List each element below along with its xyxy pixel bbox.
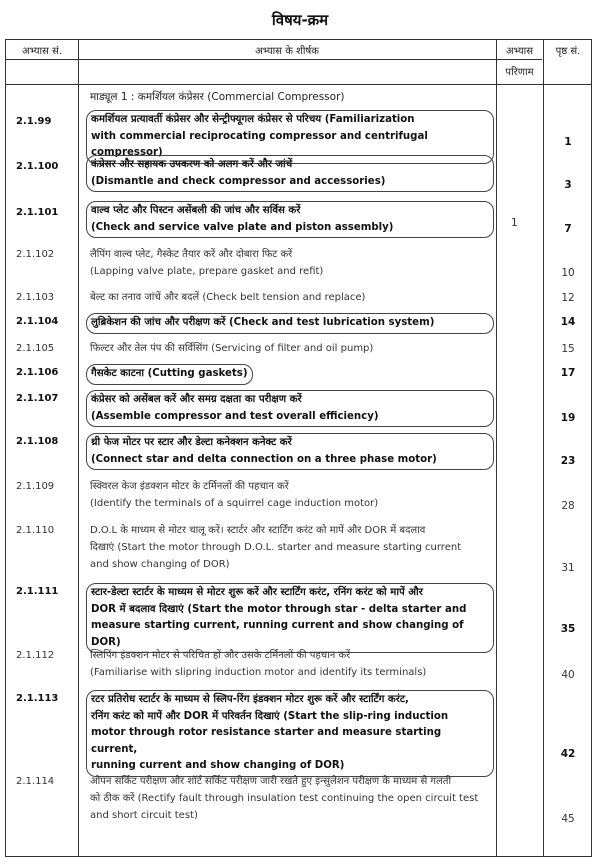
- page-number: 17: [560, 367, 576, 379]
- exercise-title: कमर्शियल प्रत्यावर्ती कंप्रेसर और सेन्ट्रीफ्यूगल कंप्रेसर से परिचय (Familiarization with commercial reciprocating compressor and centrifugal compressor): [86, 110, 494, 164]
- exercise-number: 2.1.103: [16, 292, 55, 303]
- page-number: 7: [564, 223, 572, 235]
- exercise-number: 2.1.109: [16, 481, 55, 492]
- page-number: 15: [561, 343, 575, 355]
- page-number: 1: [564, 136, 572, 148]
- page-number: 45: [561, 813, 575, 825]
- exercise-title: फिल्टर और तेल पंप की सर्विसिंग (Servicing of filter and oil pump): [90, 343, 374, 354]
- exercise-number: 2.1.107: [16, 393, 59, 404]
- exercise-title: वाल्व प्लेट और पिस्टन असेंबली की जांच और सर्विस करें (Check and service valve plate and piston assembly): [86, 201, 494, 238]
- page-number: 19: [560, 412, 576, 424]
- exercise-number: 2.1.100: [16, 161, 59, 172]
- exercise-title: थ्री फेज मोटर पर स्टार और डेल्टा कनेक्शन कनेक्ट करें (Connect star and delta connection on a three phase motor): [86, 433, 494, 470]
- exercise-number: 2.1.114: [16, 776, 55, 787]
- module-title: माड्यूल 1 : कमर्शियल कंप्रेसर (Commercial Compressor): [90, 91, 345, 103]
- exercise-title: गैसकेट काटना (Cutting gaskets): [86, 364, 253, 385]
- column-divider: [496, 40, 497, 856]
- page-number: 42: [560, 748, 576, 760]
- exercise-number: 2.1.106: [16, 367, 59, 378]
- exercise-number: 2.1.101: [16, 207, 59, 218]
- page-number: 35: [560, 623, 576, 635]
- exercise-title: बेल्ट का तनाव जांचें और बदलें (Check belt tension and replace): [90, 292, 366, 303]
- exercise-title: ओपन सर्किट परीक्षण और शॉर्ट सर्किट परीक्षण जारी रखते हुए इन्सुलेशन परीक्षण के माध्यम से गलती को ठीक करें (Rectify fault through insulation test continuing the open circuit test and short circuit test): [90, 776, 479, 821]
- page-number: 40: [561, 669, 575, 681]
- contents-table: [5, 39, 592, 857]
- header-exercise-no: अभ्यास सं.: [21, 46, 63, 57]
- exercise-title: कंप्रेसर और सहायक उपकरण को अलग करें और जांचें (Dismantle and check compressor and accessories): [86, 155, 494, 192]
- exercise-title: रटर प्रतिरोध स्टार्टर के माध्यम से स्लिप-रिंग इंडक्शन मोटर शुरू करें और स्टार्टिंग करंट, रनिंग करंट को मापें और DOR में परिवर्तन दिखाएं (Start the slip-ring induction motor through rotor resistance starter and measure starting current, running current and show changing of DOR): [86, 690, 494, 777]
- column-divider: [78, 40, 79, 856]
- header-divider: [6, 59, 542, 60]
- exercise-title: कंप्रेसर को असेंबल करें और समग्र दक्षता का परीक्षण करें (Assemble compressor and test overall efficiency): [86, 390, 494, 427]
- page-number: 3: [564, 179, 572, 191]
- page-number: 12: [561, 292, 575, 304]
- exercise-number: 2.1.102: [16, 249, 55, 260]
- header-practice-result-line1: अभ्यास: [506, 46, 533, 57]
- exercise-number: 2.1.110: [16, 525, 55, 536]
- page-number: 23: [560, 455, 576, 467]
- page-title: विषय-क्रम: [271, 11, 329, 29]
- exercise-number: 2.1.105: [16, 343, 55, 354]
- exercise-title: लुब्रिकेशन की जांच और परीक्षण करें (Check and test lubrication system): [86, 313, 494, 334]
- exercise-title: स्लिपिंग इंडक्शन मोटर से परिचित हों और उसके टर्मिनलों की पहचान करें (Familiarise with slipring induction motor and identify its terminals): [90, 650, 427, 678]
- header-exercise-title: अभ्यास के शीर्षक: [255, 46, 319, 57]
- exercise-number: 2.1.113: [16, 693, 59, 704]
- exercise-number: 2.1.104: [16, 316, 59, 327]
- column-divider: [543, 40, 544, 856]
- header-practice-result-line2: परिणाम: [505, 67, 534, 78]
- exercise-number: 2.1.99: [16, 116, 52, 127]
- practice-result-value: 1: [511, 217, 518, 229]
- exercise-title: D.O.L के माध्यम से मोटर चालू करें। स्टार्टर और स्टार्टिंग करंट को मापें और DOR में बदलाव दिखाएं (Start the motor through D.O.L. starter and measure starting current and show changing of DOR): [90, 525, 462, 570]
- page-number: 31: [561, 562, 575, 574]
- header-practice-result: [496, 44, 543, 78]
- exercise-title: स्क्विरल केज इंडक्शन मोटर के टर्मिनलों की पहचान करें (Identify the terminals of a squirrel cage induction motor): [90, 481, 379, 509]
- header-bottom-border: [6, 84, 591, 85]
- exercise-number: 2.1.111: [16, 586, 59, 597]
- page-number: 14: [560, 316, 576, 328]
- exercise-title: स्टार-डेल्टा स्टार्टर के माध्यम से मोटर शुरू करें और स्टार्टिंग करंट, रनिंग करंट को मापें और DOR में बदलाव दिखाएं (Start the motor through star - delta starter and measure starting current, running current and show changing of DOR): [86, 583, 494, 653]
- exercise-title: लैपिंग वाल्व प्लेट, गैस्केट तैयार करें और दोबारा फिट करें (Lapping valve plate, prepare gasket and refit): [90, 249, 324, 277]
- page-number: 10: [561, 267, 575, 279]
- exercise-number: 2.1.112: [16, 650, 55, 661]
- exercise-number: 2.1.108: [16, 436, 59, 447]
- header-page-no: पृष्ठ सं.: [555, 46, 581, 57]
- page-number: 28: [561, 500, 575, 512]
